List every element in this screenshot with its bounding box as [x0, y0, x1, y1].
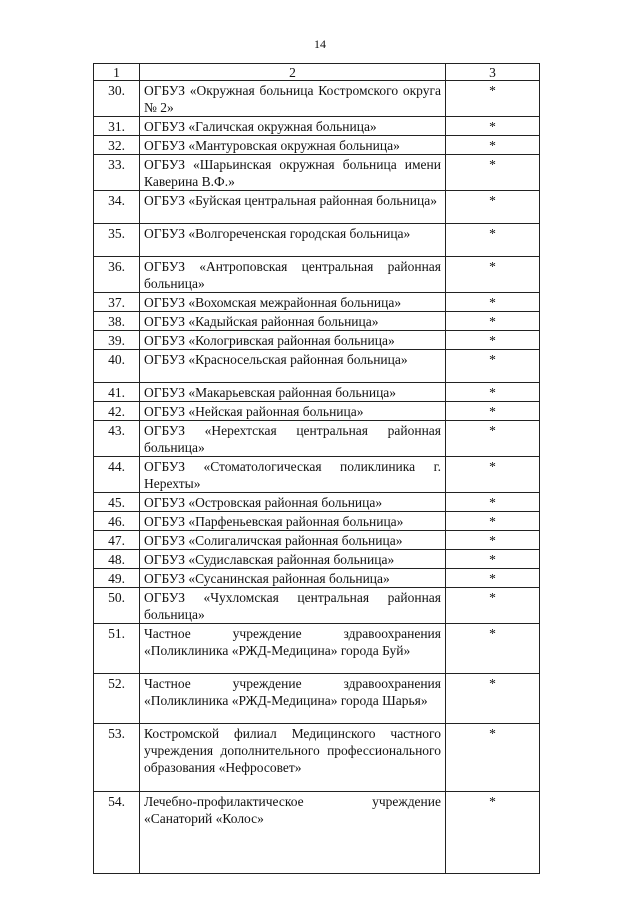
row-number: 47. — [94, 531, 140, 550]
row-number: 34. — [94, 191, 140, 224]
mark-cell: * — [446, 569, 540, 588]
institution-name: ОГБУЗ «Вохомская межрайонная больница» — [140, 293, 446, 312]
institution-name: ОГБУЗ «Парфеньевская районная больница» — [140, 512, 446, 531]
row-number: 51. — [94, 624, 140, 674]
institution-name: ОГБУЗ «Красносельская районная больница» — [140, 350, 446, 383]
institution-name: Частное учреждение здравоохранения «Поликлиника «РЖД-Медицина» города Буй» — [140, 624, 446, 674]
table-row — [94, 792, 540, 874]
table-row — [94, 674, 540, 724]
row-number: 48. — [94, 550, 140, 569]
table-row — [94, 383, 540, 402]
mark-cell: * — [446, 792, 540, 874]
institution-name: ОГБУЗ «Мантуровская окружная больница» — [140, 136, 446, 155]
institution-name: ОГБУЗ «Буйская центральная районная больница» — [140, 191, 446, 224]
table-row — [94, 531, 540, 550]
mark-cell: * — [446, 81, 540, 117]
institution-name: Костромской филиал Медицинского частного учреждения дополнительного профессионального образования «Нефросовет» — [140, 724, 446, 792]
row-number: 33. — [94, 155, 140, 191]
page-number: 14 — [314, 37, 326, 51]
mark-cell: * — [446, 224, 540, 257]
institution-name: ОГБУЗ «Окружная больница Костромского округа № 2» — [140, 81, 446, 117]
mark-cell: * — [446, 191, 540, 224]
row-number: 42. — [94, 402, 140, 421]
row-number: 43. — [94, 421, 140, 457]
row-number: 38. — [94, 312, 140, 331]
mark-cell: * — [446, 457, 540, 493]
table-row — [94, 493, 540, 512]
row-number: 49. — [94, 569, 140, 588]
table-row — [94, 117, 540, 136]
table-row — [94, 136, 540, 155]
mark-cell: * — [446, 117, 540, 136]
mark-cell: * — [446, 588, 540, 624]
table-row — [94, 402, 540, 421]
institution-name: ОГБУЗ «Стоматологическая поликлиника г. Нерехты» — [140, 457, 446, 493]
mark-cell: * — [446, 312, 540, 331]
column-header-2: 2 — [140, 64, 446, 81]
row-number: 46. — [94, 512, 140, 531]
row-number: 30. — [94, 81, 140, 117]
institution-name: ОГБУЗ «Чухломская центральная районная больница» — [140, 588, 446, 624]
table-row — [94, 624, 540, 674]
row-number: 40. — [94, 350, 140, 383]
mark-cell: * — [446, 421, 540, 457]
table-row — [94, 81, 540, 117]
table-row — [94, 421, 540, 457]
mark-cell: * — [446, 136, 540, 155]
institution-name: ОГБУЗ «Солигаличская районная больница» — [140, 531, 446, 550]
table-row — [94, 350, 540, 383]
row-number: 45. — [94, 493, 140, 512]
table-row — [94, 550, 540, 569]
institution-name: ОГБУЗ «Нерехтская центральная районная больница» — [140, 421, 446, 457]
mark-cell: * — [446, 624, 540, 674]
mark-cell: * — [446, 155, 540, 191]
institution-name: ОГБУЗ «Галичская окружная больница» — [140, 117, 446, 136]
institution-name: ОГБУЗ «Нейская районная больница» — [140, 402, 446, 421]
institution-name: ОГБУЗ «Антроповская центральная районная больница» — [140, 257, 446, 293]
institution-name: ОГБУЗ «Сусанинская районная больница» — [140, 569, 446, 588]
institution-name: ОГБУЗ «Кологривская районная больница» — [140, 331, 446, 350]
row-number: 36. — [94, 257, 140, 293]
mark-cell: * — [446, 350, 540, 383]
mark-cell: * — [446, 550, 540, 569]
table-row — [94, 191, 540, 224]
mark-cell: * — [446, 531, 540, 550]
mark-cell: * — [446, 512, 540, 531]
table-row — [94, 155, 540, 191]
mark-cell: * — [446, 257, 540, 293]
institution-name: ОГБУЗ «Судиславская районная больница» — [140, 550, 446, 569]
table-row — [94, 512, 540, 531]
row-number: 41. — [94, 383, 140, 402]
table-row — [94, 569, 540, 588]
table-row — [94, 293, 540, 312]
mark-cell: * — [446, 402, 540, 421]
row-number: 54. — [94, 792, 140, 874]
table-row — [94, 257, 540, 293]
institution-name: Лечебно-профилактическое учреждение «Санаторий «Колос» — [140, 792, 446, 874]
row-number: 50. — [94, 588, 140, 624]
table-header-row — [94, 64, 540, 81]
row-number: 53. — [94, 724, 140, 792]
table-row — [94, 588, 540, 624]
table-row — [94, 224, 540, 257]
row-number: 31. — [94, 117, 140, 136]
column-header-3: 3 — [446, 64, 540, 81]
mark-cell: * — [446, 331, 540, 350]
institution-name: ОГБУЗ «Кадыйская районная больница» — [140, 312, 446, 331]
mark-cell: * — [446, 674, 540, 724]
table-body — [94, 81, 540, 874]
institution-name: ОГБУЗ «Волгореченская городская больница» — [140, 224, 446, 257]
row-number: 37. — [94, 293, 140, 312]
mark-cell: * — [446, 383, 540, 402]
row-number: 35. — [94, 224, 140, 257]
table-row — [94, 457, 540, 493]
table-row — [94, 331, 540, 350]
table-row — [94, 724, 540, 792]
institution-name: ОГБУЗ «Макарьевская районная больница» — [140, 383, 446, 402]
row-number: 52. — [94, 674, 140, 724]
institution-name: ОГБУЗ «Шарьинская окружная больница имени Каверина В.Ф.» — [140, 155, 446, 191]
institutions-table — [93, 63, 540, 874]
table-row — [94, 312, 540, 331]
mark-cell: * — [446, 724, 540, 792]
row-number: 32. — [94, 136, 140, 155]
institution-name: ОГБУЗ «Островская районная больница» — [140, 493, 446, 512]
mark-cell: * — [446, 293, 540, 312]
column-header-1: 1 — [94, 64, 140, 81]
mark-cell: * — [446, 493, 540, 512]
institution-name: Частное учреждение здравоохранения «Поликлиника «РЖД-Медицина» города Шарья» — [140, 674, 446, 724]
row-number: 39. — [94, 331, 140, 350]
row-number: 44. — [94, 457, 140, 493]
